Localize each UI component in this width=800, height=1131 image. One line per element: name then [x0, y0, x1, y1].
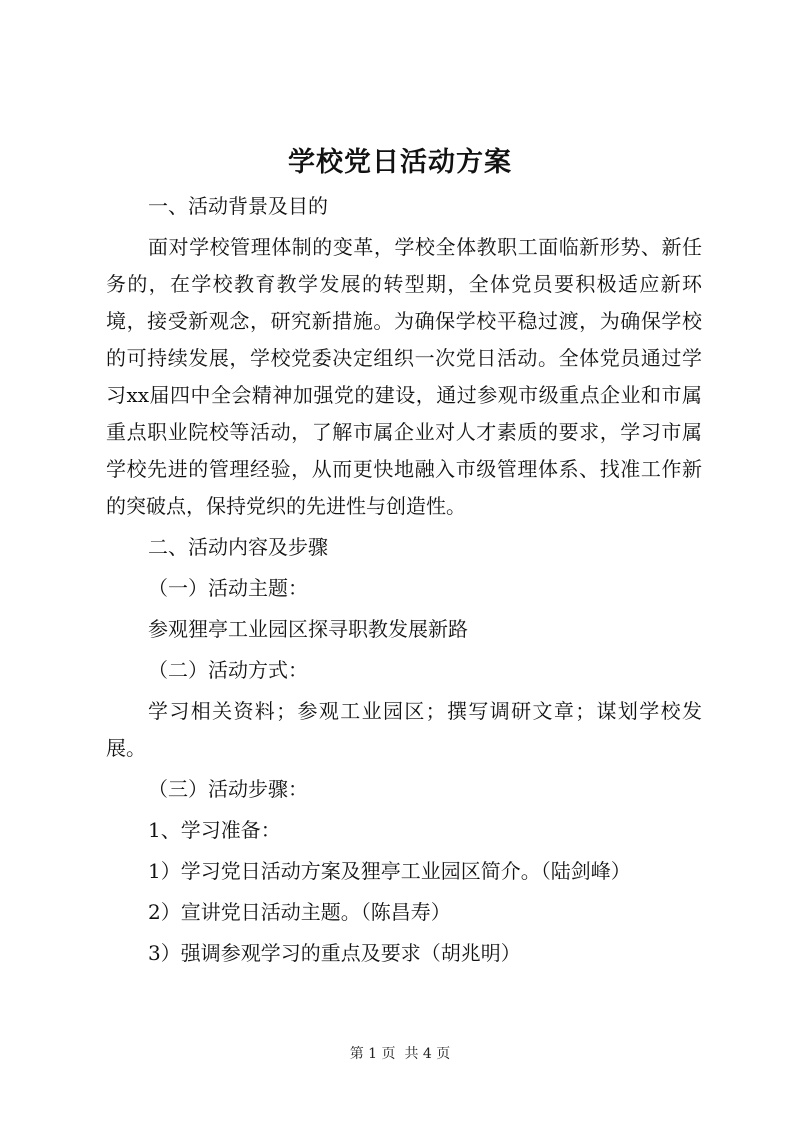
section-heading-2: 二、活动内容及步骤 [148, 535, 328, 559]
activity-method-text: 学习相关资料；参观工业园区；撰写调研文章；谋划学校发展。 [106, 699, 702, 760]
step-item-1: 1）学习党日活动方案及狸亭工业园区简介。（陆剑峰） [148, 859, 631, 883]
activity-theme-text: 参观狸亭工业园区探寻职教发展新路 [148, 617, 468, 641]
document-body [106, 188, 702, 972]
document-title: 学校党日活动方案 [288, 147, 512, 178]
subsection-heading-steps: （三）活动步骤： [148, 777, 308, 801]
step-item-3: 3）强调参观学习的重点及要求（胡兆明） [148, 941, 521, 965]
page-footer: 第 1 页 共 4 页 [349, 1046, 451, 1062]
subsection-heading-method: （二）活动方式： [148, 658, 308, 682]
step-heading-1: 1、学习准备： [148, 818, 281, 842]
subsection-heading-theme: （一）活动主题： [148, 576, 308, 600]
section-heading-1: 一、活动背景及目的 [148, 194, 328, 218]
background-paragraph: 面对学校管理体制的变革，学校全体教职工面临新形势、新任务的，在学校教育教学发展的转型期，全体党员要积极适应新环境，接受新观念，研究新措施。为确保学校平稳过渡，为确保学校的可持续发展，学校党委决定组织一次党日活动。全体党员通过学习xx届四中全会精神加强党的建设，通过参观市级重点企业和市属重点职业院校等活动，了解市属企业对人才素质的要求，学习市属学校先进的管理经验，从而更快地融入市级管理体系、找准工作新的突破点，保持党织的先进性与创造性。 [106, 235, 702, 518]
step-item-2: 2）宣讲党日活动主题。（陈昌寿） [148, 900, 451, 924]
